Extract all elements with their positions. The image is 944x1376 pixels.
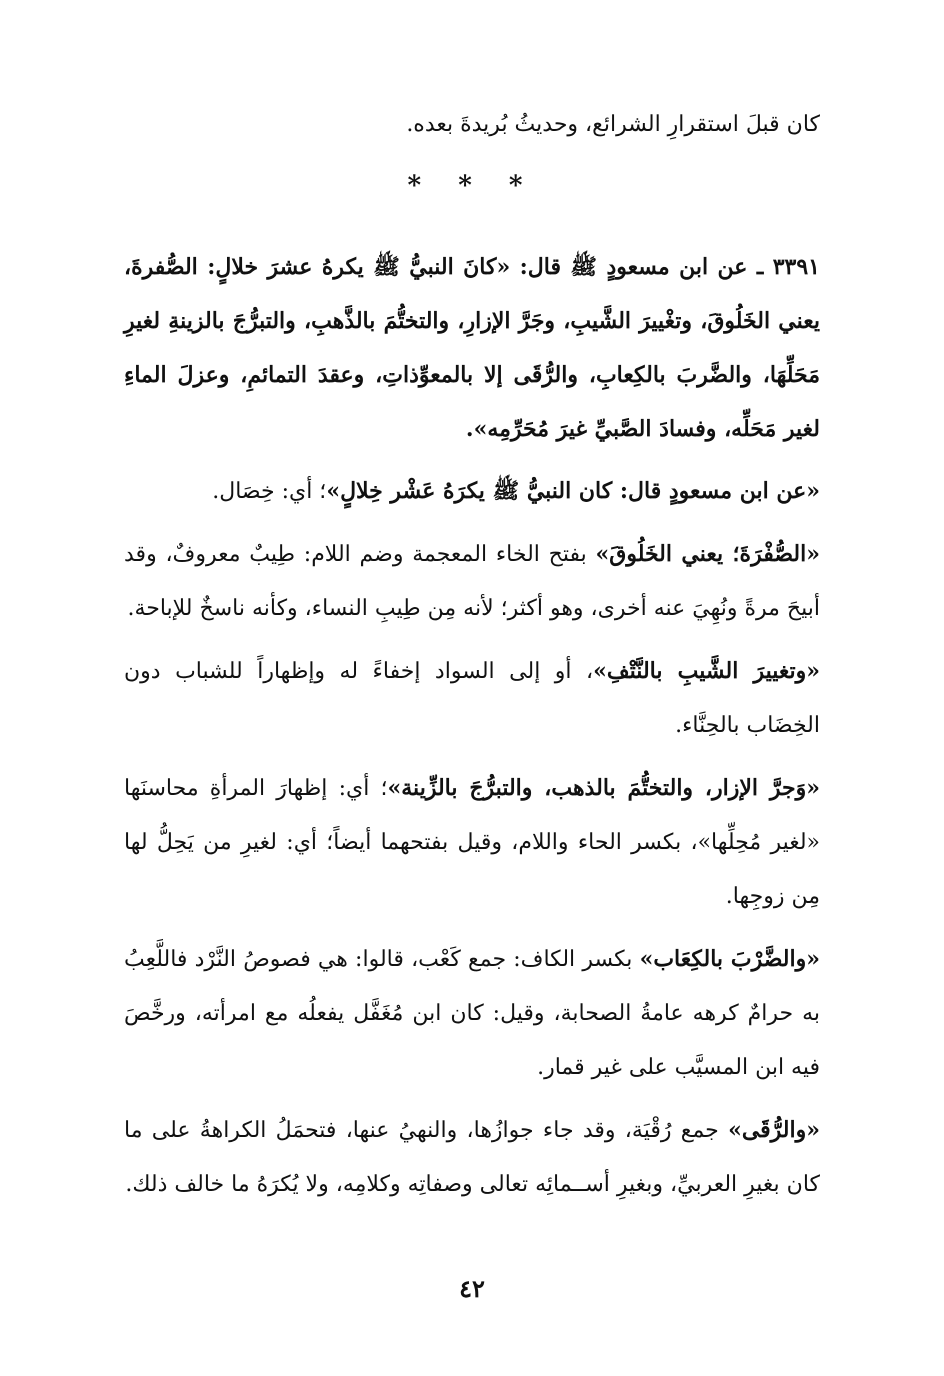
commentary-quote: «وتغييرَ الشَّيبِ بالنَّتْفِ» [593, 658, 821, 684]
commentary-text: بكسر الكاف: جمع كَعْب، قالوا: هي فصوصُ النَّرْد فاللَّعِبُ به حرامٌ كرهه عامةُ الصحابة، وقيل: كان ابن مُغَفَّل يفعلُه مع امرأته، ورخَّصَ فيه ابن المسيَّب على غير قمار. [124, 947, 820, 1080]
commentary-quote: «عن ابن مسعودٍ قال: كان النبيُّ ﷺ يكرَهُ عَشْر خِلالٍ» [326, 478, 820, 504]
commentary-quote: «والضَّرْبَ بالكِعَاب» [639, 946, 820, 972]
commentary-paragraph [124, 527, 820, 636]
commentary-text: بفتح الخاء المعجمة وضم اللام: طِيبٌ معروفٌ، وقد أبيحَ مرةً ونُهِيَ عنه أخرى، وهو أكثر؛ لأنه مِن طِيبِ النساء، وكأنه ناسخٌ للإباحة. [124, 542, 820, 621]
commentary-paragraph [124, 1103, 820, 1212]
commentary-paragraph [124, 464, 820, 519]
commentary-paragraph [124, 932, 820, 1095]
page-number: ٤٢ [459, 1274, 485, 1303]
commentary-paragraph [124, 644, 820, 753]
intro-paragraph: كان قبلَ استقرارِ الشرائع، وحديثُ بُريدةَ بعده. [406, 112, 820, 137]
commentary-text: ؛ أي: خِصَال. [212, 479, 327, 504]
commentary-quote: «والرُّقَى» [728, 1117, 820, 1143]
commentary-text: جمع رُقْيَة، وقد جاء جوازُها، والنهيُ عنها، فتحمَلُ الكراهةُ على ما كان بغيرِ العربيِّ، وبغيرِ أســمائِه تعالى وصفاتِه وكلامِه، ولا يُكرَهُ ما خالف ذلك. [124, 1118, 820, 1197]
commentary-text: ؛ أي: إظهارَ المرأةِ محاسنَها «لغير مُحِلِّها»، بكسر الحاء واللام، وقيل بفتحهما أيضاً؛ أي: لغيرِ من يَحِلُّ لها مِن زوجِها. [124, 776, 820, 909]
commentary-paragraph [124, 761, 820, 924]
commentary-quote: «وَجرَّ الإزار، والتختُّمَ بالذهب، والتبرُّجَ بالزِّينة» [387, 775, 820, 801]
hadith-text: ٣٣٩١ ـ عن ابن مسعودٍ ﷺ قال: «كانَ النبيُّ ﷺ يكرهُ عشرَ خلالٍ: الصُّفرةَ، يعني الخَلُوقَ، وتغْييرَ الشَّيبِ، وجَرَّ الإزارِ، والتختُّمَ بالذَّهبِ، والتبرُّجَ بالزينةِ لغيرِ مَحَلِّهَا، والضَّربَ بالكِعابِ، والرُّقَى إلا بالمعوِّذاتِ، وعقدَ التمائمِ، وعزلَ الماءِ لغير مَحَلِّه، وفسادَ الصَّبيِّ غيرَ مُحَرِّمِه». [124, 254, 820, 442]
section-separator: * * * [407, 171, 537, 201]
commentary-quote: «الصُّفْرَةَ؛ يعني الخَلُوقَ» [595, 541, 820, 567]
commentary-text: ، أو إلى السواد إخفاءً له وإظهاراً للشباب دون الخِضَاب بالحِنَّاء. [124, 659, 820, 738]
